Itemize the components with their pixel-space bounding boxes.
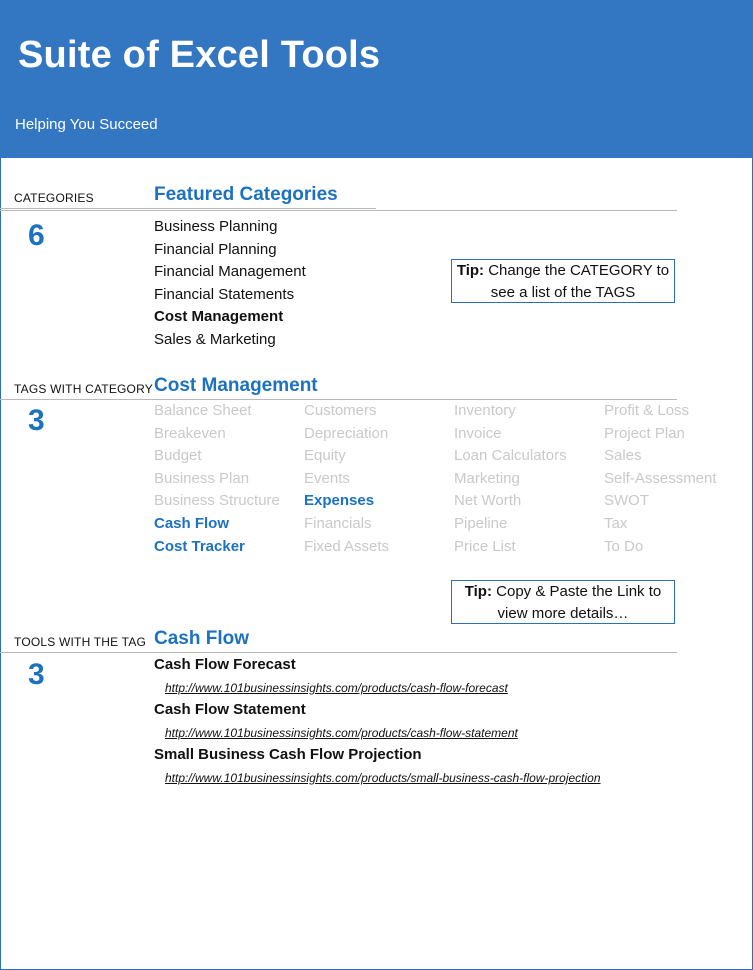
tool-link[interactable]: http://www.101businessinsights.com/products/cash-flow-statement [165,726,518,740]
tool-link[interactable]: http://www.101businessinsights.com/products/cash-flow-forecast [165,681,508,695]
category-item[interactable]: Sales & Marketing [154,330,276,348]
tags-count: 3 [28,404,45,437]
tag-item[interactable]: Profit & Loss [604,402,690,419]
tag-item[interactable]: Sales [604,447,642,465]
tag-item[interactable]: Expenses [304,492,375,510]
category-list [154,216,306,352]
tag-item[interactable]: Business Plan [154,469,250,487]
tag-item[interactable]: Marketing [454,469,520,487]
tag-item[interactable]: Cash Flow [154,514,230,532]
category-item[interactable]: Business Planning [154,218,278,235]
tip-text-line2: see a list of the TAGS [490,284,636,301]
tag-item[interactable]: Price List [454,537,516,555]
tag-item[interactable]: Net Worth [454,492,522,510]
tool-name: Cash Flow Forecast [154,656,296,673]
tag-item[interactable]: Budget [154,447,202,465]
tag-item[interactable]: To Do [604,537,644,555]
categories-heading: Featured Categories [154,184,338,205]
tip-text-line2: view more details… [497,605,629,622]
tag-item[interactable]: Fixed Assets [304,537,390,555]
tag-item[interactable]: Equity [304,447,346,465]
page-subtitle: Helping You Succeed [15,116,158,133]
tools-label: TOOLS WITH THE TAG [14,635,147,649]
tag-column [154,400,280,558]
tag-item[interactable]: Cost Tracker [154,537,245,555]
category-item[interactable]: Financial Planning [154,240,277,258]
tag-item[interactable]: Inventory [454,402,516,419]
tags-tip-box [451,580,675,624]
tools-count: 3 [28,658,45,691]
page-header [0,0,753,158]
tip-text-line1: Copy & Paste the Link to [496,583,662,600]
tag-column [304,400,389,558]
tool-name: Small Business Cash Flow Projection [154,746,422,763]
tip-text-line1: Change the CATEGORY to [488,262,670,279]
categories-label: CATEGORIES [14,191,94,205]
tool-item [154,700,601,745]
tag-column [454,400,567,558]
category-item[interactable]: Cost Management [154,308,284,326]
tag-item[interactable]: Invoice [454,424,502,442]
tag-item[interactable]: Customers [304,402,377,419]
tag-item[interactable]: SWOT [604,492,649,510]
tag-item[interactable]: Project Plan [604,424,685,442]
category-item[interactable]: Financial Statements [154,285,295,303]
tools-heading: Cash Flow [154,628,250,649]
tag-item[interactable]: Tax [604,514,628,532]
categories-count: 6 [28,219,45,252]
tag-item[interactable]: Depreciation [304,424,389,442]
category-item[interactable]: Financial Management [154,263,306,281]
category-tip-box [451,259,675,303]
page-title: Suite of Excel Tools [18,34,381,76]
tags-heading: Cost Management [154,375,318,396]
tag-item[interactable]: Financials [304,514,372,532]
tag-column [604,400,717,558]
tool-name: Cash Flow Statement [154,701,306,718]
tag-item[interactable]: Events [304,469,350,487]
tools-list [154,655,601,790]
tool-item [154,655,601,700]
tag-grid [154,400,734,560]
tip-label: Tip: [464,583,492,600]
categories-heading-rule-left [0,208,376,209]
tag-item[interactable]: Breakeven [154,424,226,442]
tag-item[interactable]: Loan Calculators [454,447,567,465]
tag-item[interactable]: Balance Sheet [154,402,252,419]
tags-label: TAGS WITH CATEGORY [14,382,153,396]
tag-item[interactable]: Business Structure [154,492,280,510]
tool-item [154,745,601,790]
tool-link[interactable]: http://www.101businessinsights.com/products/small-business-cash-flow-projection [165,771,601,785]
tag-item[interactable]: Self-Assessment [604,469,717,487]
categories-divider [0,210,677,211]
tools-divider [0,652,677,653]
tip-label: Tip: [456,262,485,279]
tag-item[interactable]: Pipeline [454,514,508,532]
